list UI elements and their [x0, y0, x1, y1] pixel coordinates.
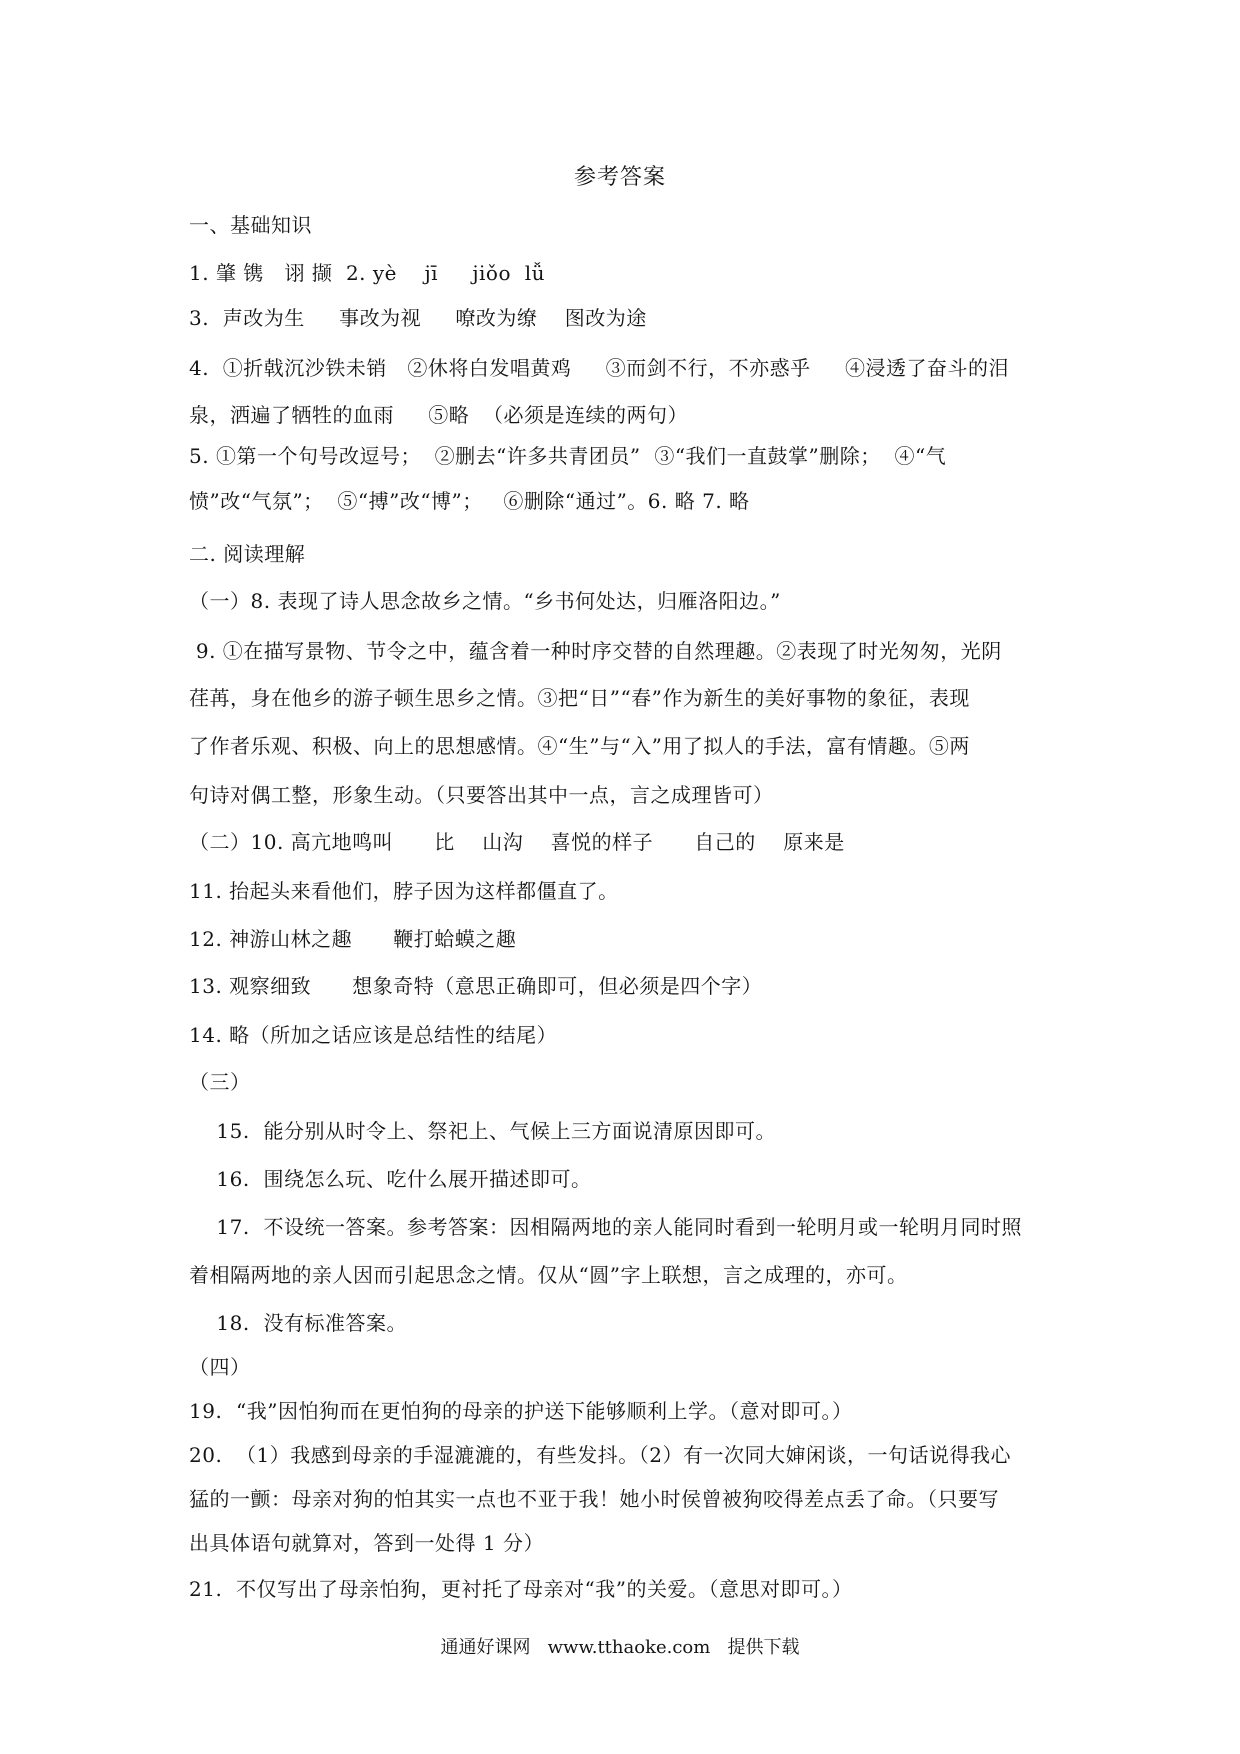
- answer-line: 猛的一颤：母亲对狗的怕其实一点也不亚于我！她小时侯曾被狗咬得差点丢了命。（只要写: [189, 1487, 999, 1511]
- answer-line: 句诗对偶工整，形象生动。（只要答出其中一点，言之成理皆可）: [189, 783, 774, 807]
- answer-line: 11. 抬起头来看他们，脖子因为这样都僵直了。: [189, 879, 619, 903]
- answer-line: 13. 观察细致 想象奇特（意思正确即可，但必须是四个字）: [189, 974, 763, 998]
- answer-line: 出具体语句就算对，答到一处得 1 分）: [189, 1531, 544, 1555]
- answer-line: 着相隔两地的亲人因而引起思念之情。仅从“圆”字上联想，言之成理的，亦可。: [189, 1263, 908, 1287]
- answer-line: 14. 略（所加之话应该是总结性的结尾）: [189, 1023, 558, 1047]
- answer-line: 16. 围绕怎么玩、吃什么展开描述即可。: [189, 1167, 592, 1191]
- answer-line: 9. ①在描写景物、节令之中，蕴含着一种时序交替的自然理趣。②表现了时光匆匆，光阴: [189, 639, 1002, 663]
- answer-line: 愤”改“气氛”； ⑤“搏”改“博”； ⑥删除“通过”。6. 略 7. 略: [189, 489, 750, 513]
- section-heading-basics: 一、基础知识: [189, 213, 312, 237]
- answer-line: 17. 不设统一答案。参考答案：因相隔两地的亲人能同时看到一轮明月或一轮明月同时照: [189, 1215, 1022, 1239]
- page-title: 参考答案: [573, 165, 666, 190]
- answer-line: （一）8. 表现了诗人思念故乡之情。“乡书何处达，归雁洛阳边。”: [189, 589, 781, 613]
- page-footer: 通通好课网 www.tthaoke.com 提供下载: [440, 1637, 800, 1658]
- answer-line: 19. “我”因怕狗而在更怕狗的母亲的护送下能够顺利上学。（意对即可。）: [189, 1399, 853, 1423]
- answer-line: 15. 能分别从时令上、祭祀上、气候上三方面说清原因即可。: [189, 1119, 776, 1143]
- section-label: （四）: [189, 1355, 251, 1379]
- answer-line: 18. 没有标准答案。: [189, 1311, 407, 1335]
- section-heading-reading: 二. 阅读理解: [189, 542, 306, 566]
- answer-line: 了作者乐观、积极、向上的思想感情。④“生”与“入”用了拟人的手法，富有情趣。⑤两: [189, 734, 970, 758]
- answer-line: 12. 神游山林之趣 鞭打蛤蟆之趣: [189, 927, 517, 951]
- answer-line: 1. 肇 镌 诩 撷 2. yè jī jiǒo lǚ: [189, 261, 546, 285]
- section-label: （三）: [189, 1070, 251, 1094]
- answer-line: 21. 不仅写出了母亲怕狗，更衬托了母亲对“我”的关爱。（意思对即可。）: [189, 1577, 853, 1601]
- answer-line: 泉，洒遍了牺牲的血雨 ⑤略 （必须是连续的两句）: [189, 403, 689, 427]
- answer-line: 5. ①第一个句号改逗号； ②删去“许多共青团员” ③“我们一直鼓掌”删除； ④“气: [189, 444, 947, 468]
- answer-line: 荏苒，身在他乡的游子顿生思乡之情。③把“日”“春”作为新生的美好事物的象征，表现: [189, 686, 970, 710]
- answer-line: 20. （1）我感到母亲的手湿漉漉的，有些发抖。（2）有一次同大婶闲谈，一句话说得我心: [189, 1443, 1011, 1467]
- answer-line: 4. ①折戟沉沙铁未销 ②休将白发唱黄鸡 ③而剑不行，不亦惑乎 ④浸透了奋斗的泪: [189, 356, 1009, 380]
- answer-line: 3. 声改为生 事改为视 嘹改为缭 图改为途: [189, 306, 647, 330]
- answer-line: （二）10. 高亢地鸣叫 比 山沟 喜悦的样子 自己的 原来是: [189, 830, 845, 854]
